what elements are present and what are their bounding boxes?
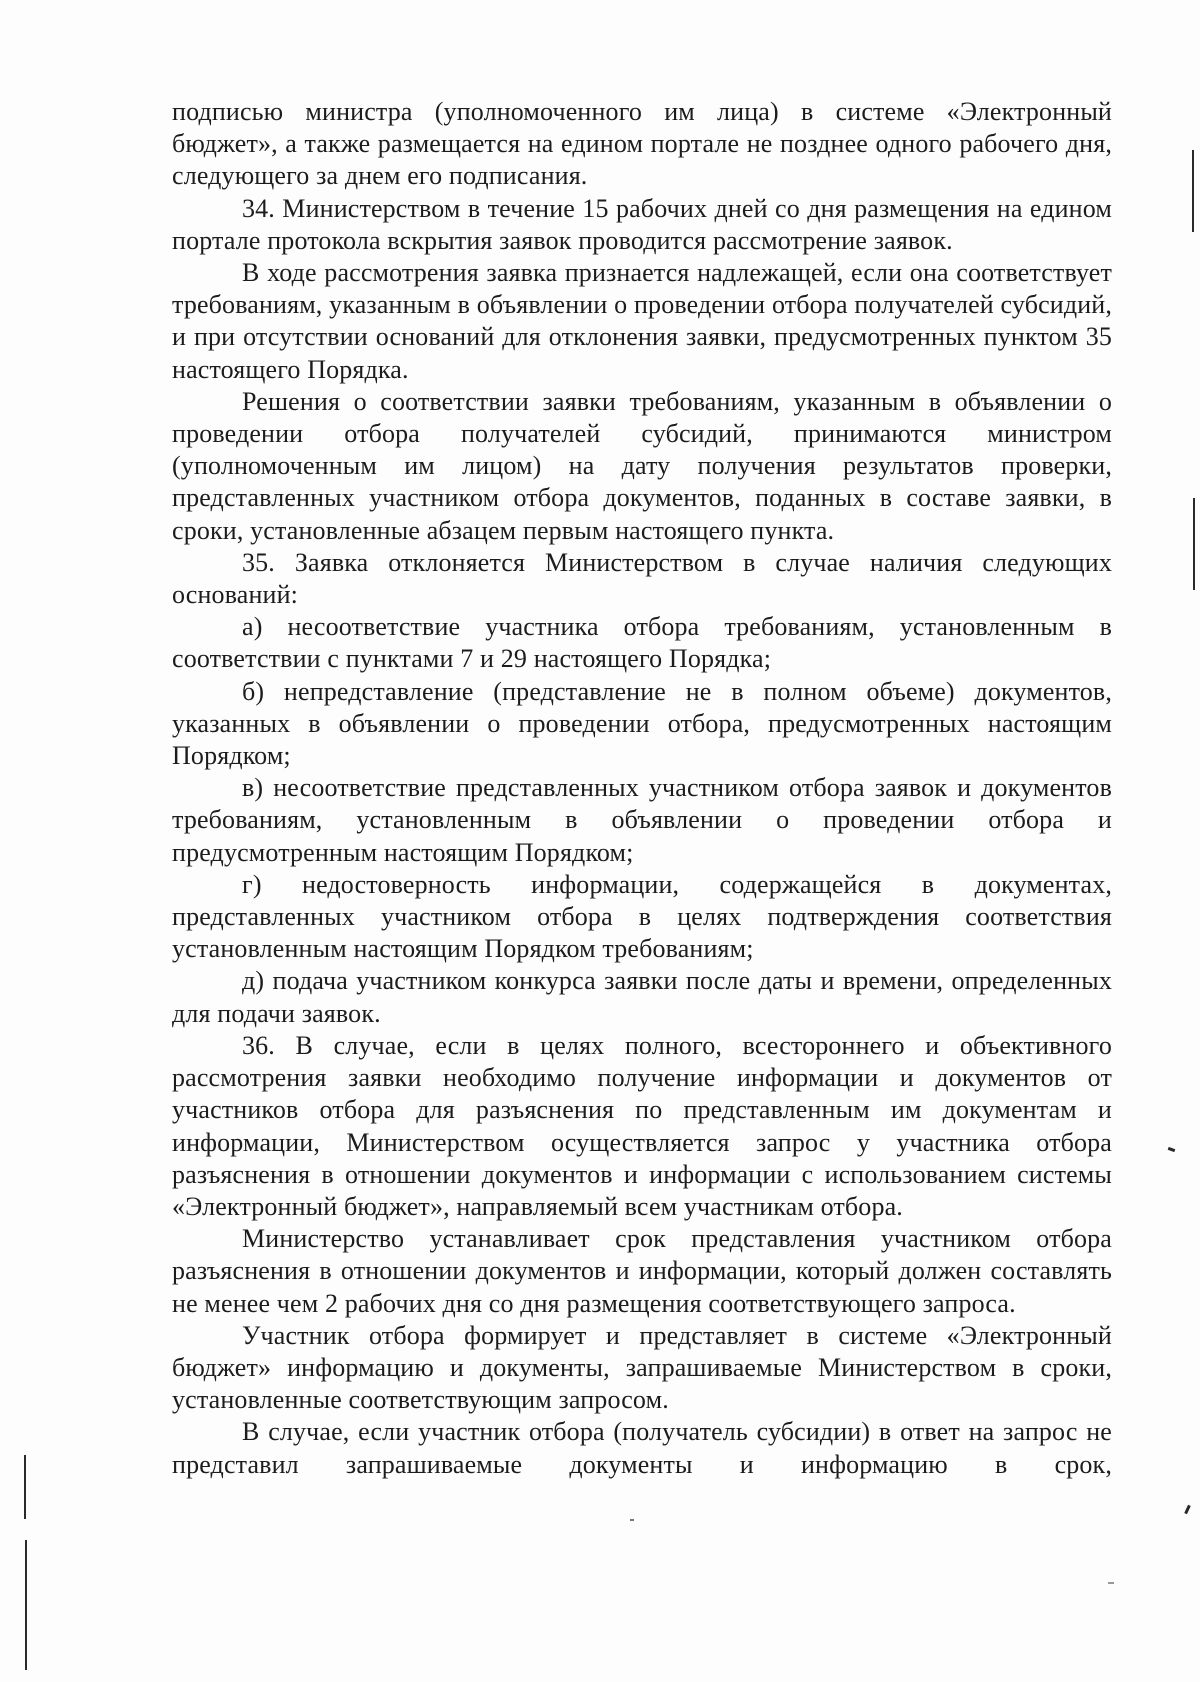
scan-speck: [630, 1519, 634, 1521]
paragraph-36-failure: В случае, если участник отбора (получатель субсидии) в ответ на запрос не представил запрашиваемые документы и информацию в срок,: [172, 1417, 1112, 1479]
scan-speck: [1168, 1147, 1176, 1152]
scan-edge-mark: [1193, 498, 1195, 590]
paragraph-36-deadline: Министерство устанавливает срок представления участником отбора разъяснения в отношении документов и информации, который должен составлять не менее чем 2 рабочих дня со дня размещения соответствующего запроса.: [172, 1224, 1112, 1318]
paragraph-35: 35. Заявка отклоняется Министерством в случае наличия следующих оснований:: [172, 547, 1112, 610]
paragraph-34: 34. Министерством в течение 15 рабочих дней со дня размещения на едином портале протокола вскрытия заявок проводится рассмотрение заявок.: [172, 193, 1112, 255]
scan-speck: [1108, 1582, 1114, 1584]
paragraph-34-decisions: Решения о соответствии заявки требованиям, указанным в объявлении о проведении отбора получателей субсидий, принимаются министром (уполномоченным им лицом) на дату получения результатов проверки, представленных участником отбора документов, поданных в составе заявки, в сроки, установленные абзацем первым настоящего пункта.: [172, 386, 1112, 545]
paragraph-continuation: подписью министра (уполномоченного им лица) в системе «Электронный бюджет», а также размещается на едином портале не позднее одного рабочего дня, следующего за днем его подписания.: [172, 97, 1112, 191]
paragraph-35-item-d: д) подача участником конкурса заявки после даты и времени, определенных для подачи заявок.: [172, 966, 1112, 1028]
scan-edge-mark: [25, 1540, 27, 1670]
paragraph-36-participant: Участник отбора формирует и представляет в системе «Электронный бюджет» информацию и документы, запрашиваемые Министерством в сроки, установленные соответствующим запросом.: [172, 1320, 1112, 1415]
scan-edge-mark: [1192, 150, 1194, 232]
scan-speck: [1184, 1505, 1191, 1514]
document-body: [172, 96, 1112, 1481]
paragraph-34-review-criteria: В ходе рассмотрения заявка признается надлежащей, если она соответствует требованиям, указанным в объявлении о проведении отбора получателей субсидий, и при отсутствии оснований для отклонения заявки, предусмотренных пунктом 35 настоящего Порядка.: [172, 258, 1112, 384]
paragraph-35-item-a: а) несоответствие участника отбора требованиям, установленным в соответствии с пунктами 7 и 29 настоящего Порядка;: [172, 612, 1112, 674]
paragraph-35-item-v: в) несоответствие представленных участником отбора заявок и документов требованиям, установленным в объявлении о проведении отбора и предусмотренным настоящим Порядком;: [172, 773, 1112, 867]
paragraph-36: 36. В случае, если в целях полного, всестороннего и объективного рассмотрения заявки необходимо получение информации и документов от участников отбора для разъяснения по представленным им документам и информации, Министерством осуществляется запрос у участника отбора разъяснения в отношении документов и информации с использованием системы «Электронный бюджет», направляемый всем участникам отбора.: [172, 1030, 1112, 1221]
scan-edge-mark: [24, 1455, 26, 1519]
paragraph-35-item-b: б) непредставление (представление не в полном объеме) документов, указанных в объявлении о проведении отбора, предусмотренных настоящим Порядком;: [172, 676, 1112, 771]
paragraph-35-item-g: г) недостоверность информации, содержащейся в документах, представленных участником отбора в целях подтверждения соответствия установленным настоящим Порядком требованиям;: [172, 869, 1112, 964]
